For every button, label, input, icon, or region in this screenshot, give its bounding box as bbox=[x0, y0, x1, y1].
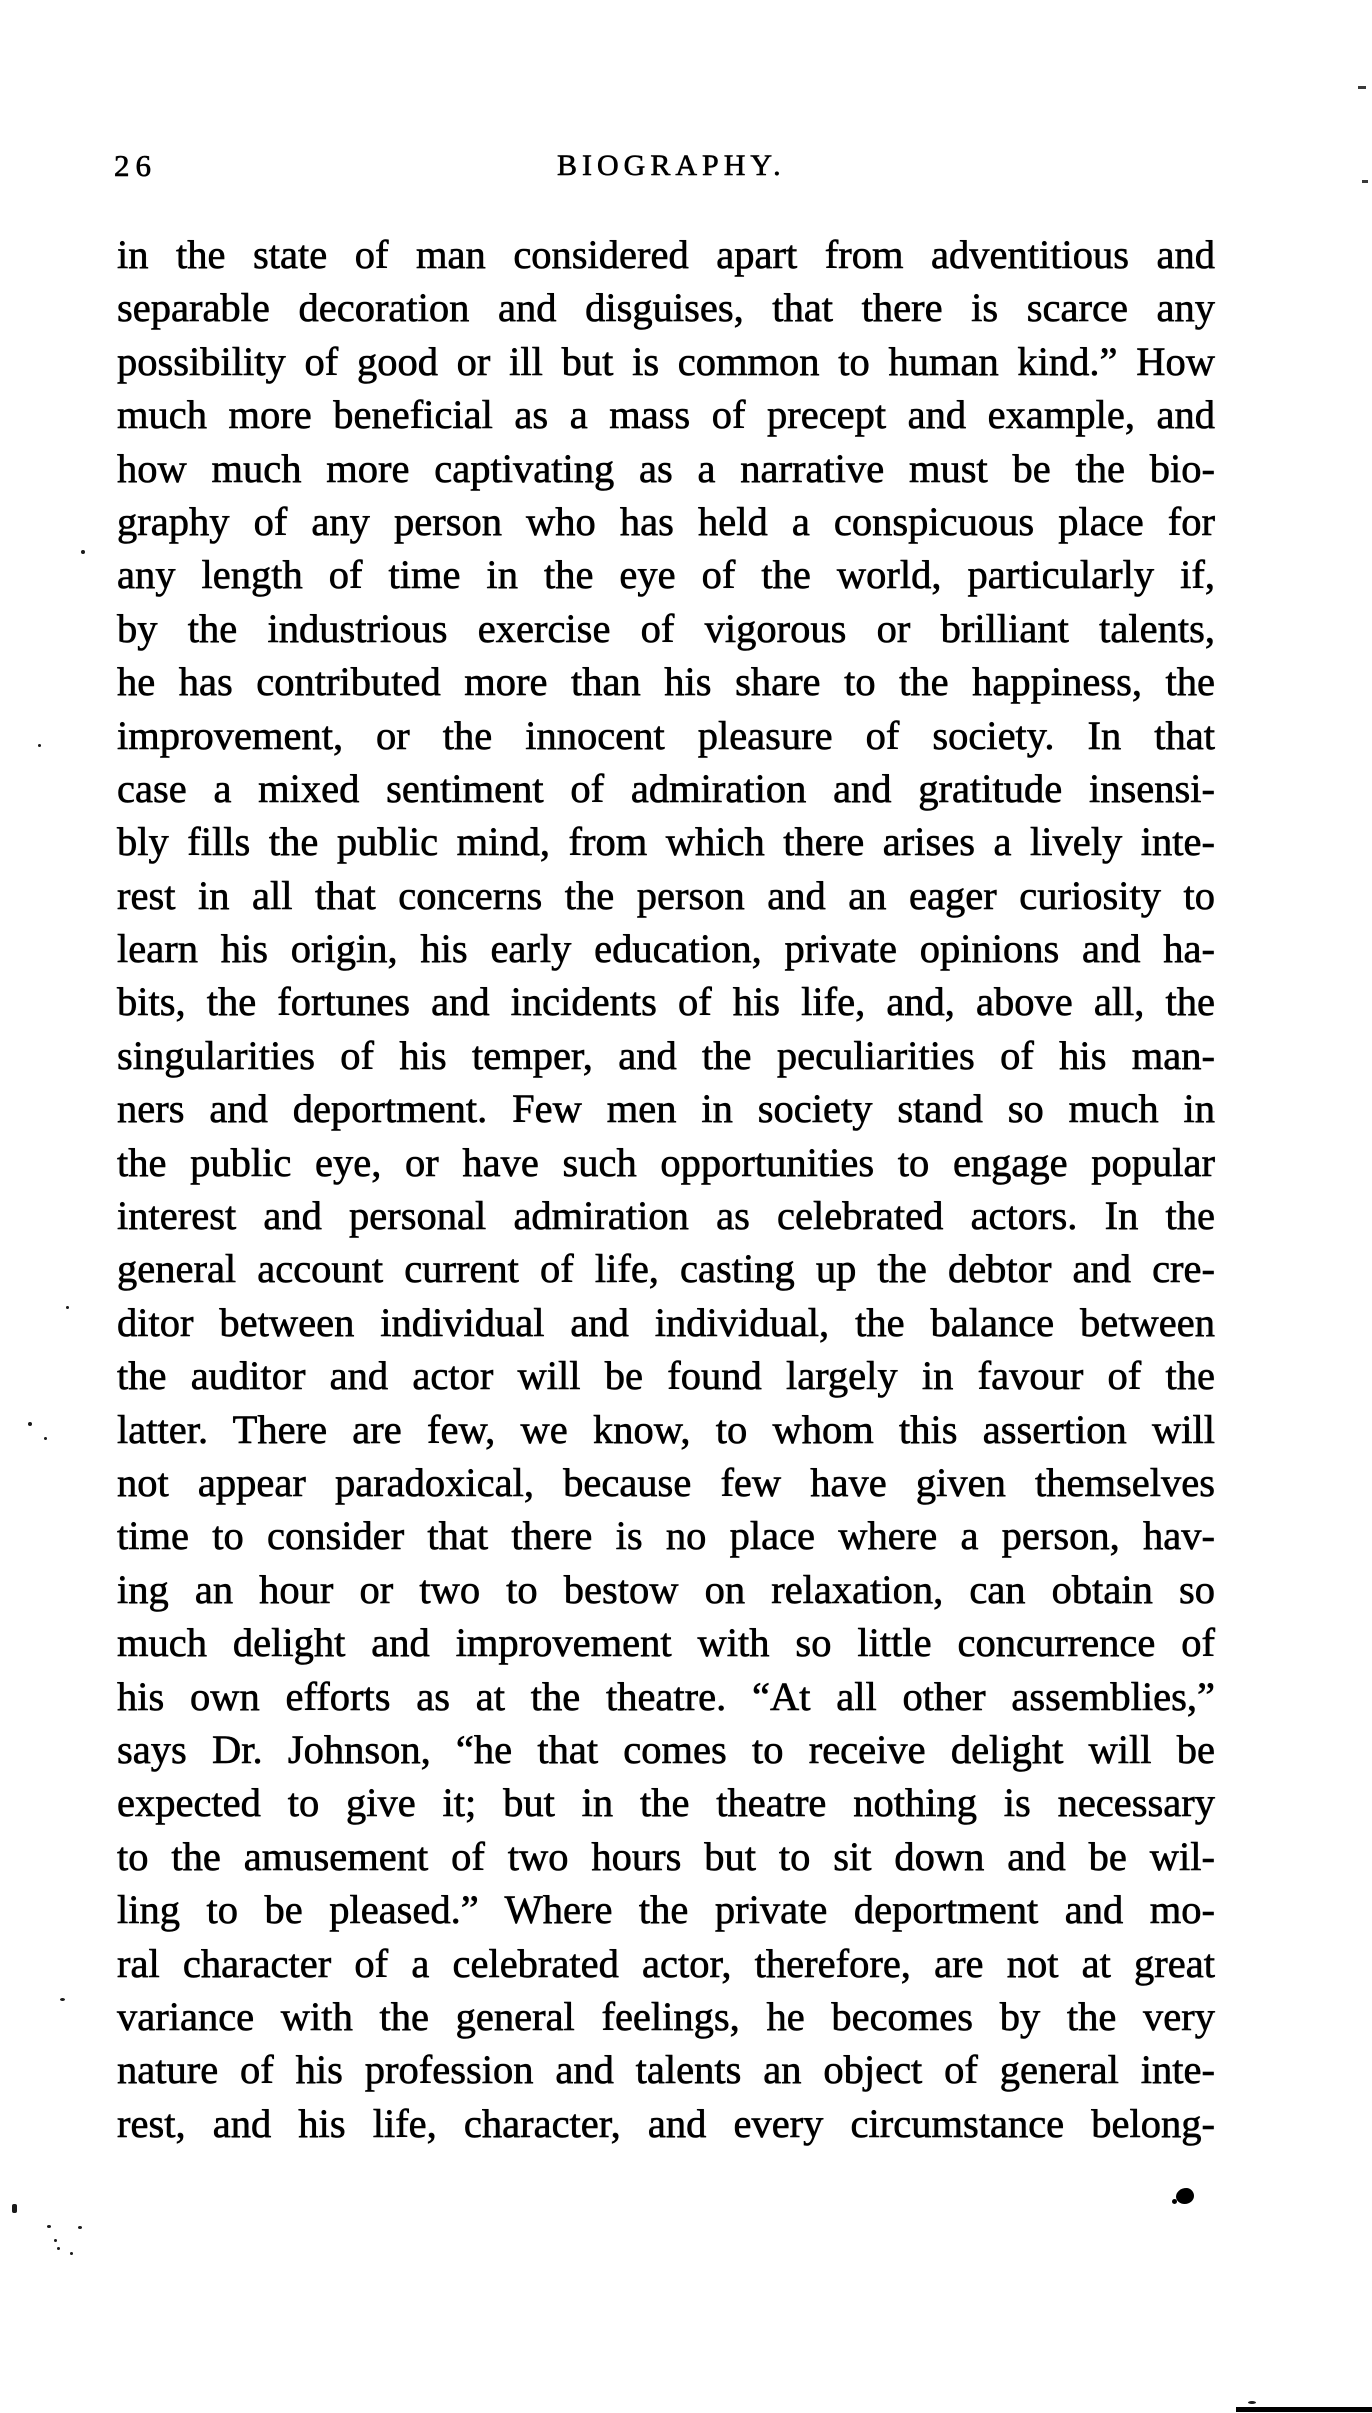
text-line: possibility of good or ill but is common to human kind.” How bbox=[117, 338, 1215, 384]
text-line: in the state of man considered apart from adventitious and bbox=[117, 232, 1215, 277]
text-line: to the amusement of two hours but to sit down and be wil- bbox=[117, 1833, 1215, 1879]
text-line: the public eye, or have such opportunities to engage popular bbox=[117, 1139, 1215, 1185]
margin-speck bbox=[78, 2226, 82, 2229]
text-line: graphy of any person who has held a conspicuous place for bbox=[117, 498, 1215, 544]
text-line: singularities of his temper, and the peculiarities of his man- bbox=[117, 1032, 1215, 1078]
text-line: by the industrious exercise of vigorous or brilliant talents, bbox=[117, 605, 1215, 651]
margin-speck bbox=[12, 2204, 17, 2213]
text-line: ditor between individual and individual, the balance between bbox=[117, 1299, 1215, 1345]
text-line: he has contributed more than his share to the happiness, the bbox=[117, 659, 1215, 705]
text-line: latter. There are few, we know, to whom this assertion will bbox=[117, 1406, 1215, 1452]
text-line: much more beneficial as a mass of precept and example, and bbox=[117, 392, 1215, 438]
ink-blot bbox=[1176, 2188, 1194, 2204]
margin-speck bbox=[1248, 2401, 1256, 2404]
text-line: bits, the fortunes and incidents of his life, and, above all, the bbox=[117, 979, 1215, 1025]
text-line: not appear paradoxical, because few have given themselves bbox=[117, 1459, 1215, 1505]
text-line: rest, and his life, character, and every circumstance belong- bbox=[117, 2100, 1215, 2146]
text-line: how much more captivating as a narrative must be the bio- bbox=[117, 445, 1215, 491]
margin-speck bbox=[54, 2239, 57, 2242]
text-line: ral character of a celebrated actor, therefore, are not at great bbox=[117, 1940, 1215, 1986]
text-line: case a mixed sentiment of admiration and gratitude insensi- bbox=[117, 765, 1215, 811]
margin-speck bbox=[1358, 86, 1366, 89]
text-line: nature of his profession and talents an object of general inte- bbox=[117, 2047, 1215, 2093]
text-line: separable decoration and disguises, that there is scarce any bbox=[117, 285, 1215, 331]
margin-speck bbox=[57, 2247, 60, 2250]
text-line: ling to be pleased.” Where the private deportment and mo- bbox=[117, 1887, 1215, 1933]
text-line: interest and personal admiration as celebrated actors. In the bbox=[117, 1193, 1215, 1239]
margin-speck bbox=[1362, 180, 1368, 183]
margin-speck bbox=[81, 550, 85, 554]
margin-speck bbox=[66, 1306, 69, 1309]
body-text-block bbox=[117, 228, 1215, 2150]
text-line: the auditor and actor will be found largely in favour of the bbox=[117, 1353, 1215, 1399]
text-line: bly fills the public mind, from which there arises a lively inte- bbox=[117, 819, 1215, 865]
text-line: variance with the general feelings, he becomes by the very bbox=[117, 1993, 1215, 2039]
text-line: his own efforts as at the theatre. “At all other assemblies,” bbox=[117, 1673, 1215, 1719]
text-line: expected to give it; but in the theatre nothing is necessary bbox=[117, 1780, 1215, 1826]
scan-edge-line bbox=[1236, 2407, 1372, 2412]
text-line: general account current of life, casting up the debtor and cre- bbox=[117, 1246, 1215, 1292]
page-number: 26 bbox=[114, 148, 157, 183]
margin-speck bbox=[60, 1998, 65, 2001]
text-line: improvement, or the innocent pleasure of society. In that bbox=[117, 712, 1215, 758]
text-line: rest in all that concerns the person and an eager curiosity to bbox=[117, 872, 1215, 918]
text-line: says Dr. Johnson, “he that comes to receive delight will be bbox=[117, 1726, 1215, 1772]
text-line: much delight and improvement with so little concurrence of bbox=[117, 1620, 1215, 1666]
text-line: ners and deportment. Few men in society stand so much in bbox=[117, 1086, 1215, 1132]
running-head-title: BIOGRAPHY. bbox=[557, 149, 786, 182]
margin-speck bbox=[47, 2225, 51, 2228]
margin-speck bbox=[38, 744, 41, 747]
ink-blot-tail bbox=[1172, 2199, 1177, 2204]
margin-speck bbox=[70, 2252, 73, 2255]
text-line: time to consider that there is no place where a person, hav- bbox=[117, 1513, 1215, 1559]
text-line: any length of time in the eye of the world, particularly if, bbox=[117, 552, 1215, 598]
margin-speck bbox=[28, 1422, 32, 1426]
text-line: ing an hour or two to bestow on relaxation, can obtain so bbox=[117, 1566, 1215, 1612]
text-line: learn his origin, his early education, private opinions and ha- bbox=[117, 926, 1215, 972]
margin-speck bbox=[44, 1437, 47, 1440]
